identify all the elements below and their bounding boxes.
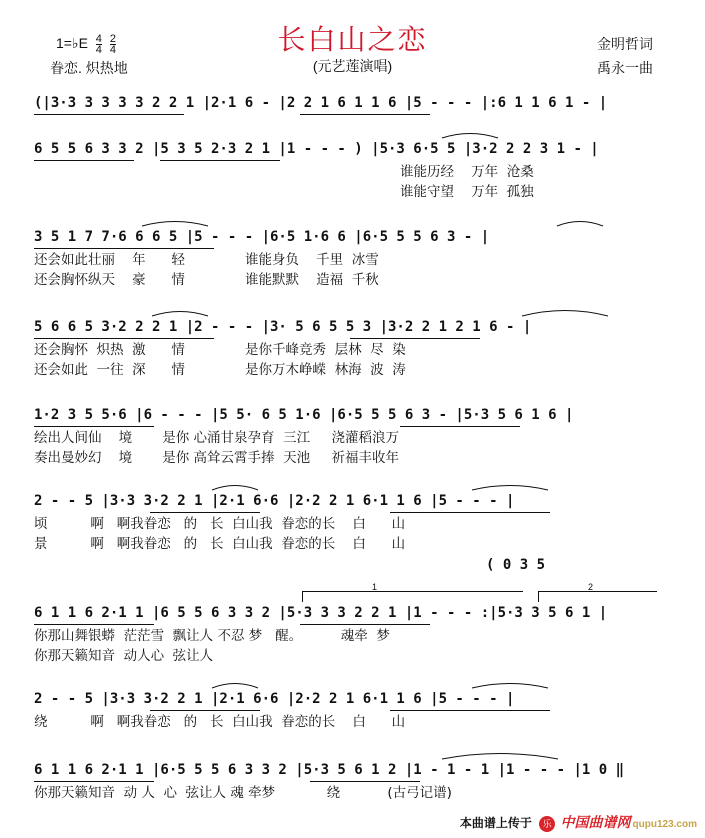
beam-underline — [34, 248, 214, 249]
lyrics-row-3-verse-2: 还会如此 一往 深 情 是你万木峥嵘 林海 波 涛 — [34, 362, 406, 378]
lyrics-row-2-verse-2: 还会胸怀纵天 豪 情 谁能默默 造福 千秋 — [34, 272, 379, 288]
lyrics-row-6-verse-1: 你那山舞银蟒 茫茫雪 飘让人 不忍 梦 醒。 魂牵 梦 — [34, 628, 390, 644]
slur-mark — [440, 129, 500, 139]
beam-underline — [300, 624, 430, 625]
lyrics-row-5-verse-1: 顷 啊 啊我眷恋 的 长 白山我 眷恋的长 白 山 — [34, 516, 406, 532]
slur-mark — [210, 679, 260, 689]
slur-mark — [440, 748, 560, 760]
notation-row-4: 5 6 6 5 3·2 2 2 1 |2 - - - |3· 5 6 5 5 3 |3·2 2 1 2 1 6 - | — [34, 319, 532, 335]
slur-mark — [520, 305, 610, 317]
volta-bracket-1 — [302, 591, 523, 602]
beam-underline — [150, 512, 260, 513]
tempo-mood: 眷恋. 炽热地 — [50, 60, 128, 76]
notation-row-3: 3 5 1 7 7·6 6 6 5 |5 - - - |6·5 1·6 6 |6·5 5 5 6 3 - | — [34, 229, 490, 245]
beam-underline — [34, 114, 184, 115]
lyricist-credit: 金明哲词 — [597, 36, 653, 52]
beam-underline — [34, 338, 214, 339]
composer-credit: 禹永一曲 — [597, 60, 653, 76]
site-logo-icon: 乐 — [539, 816, 555, 832]
site-footer — [460, 812, 697, 832]
beam-underline — [160, 160, 280, 161]
performer-credit: (元艺莲演唱) — [312, 58, 393, 74]
notation-row-7: 6 1 1 6 2·1 1 |6 5 5 6 3 3 2 |5·3 3 3 2 2 1 |1 - - - :|5·3 3 5 6 1 | — [34, 605, 608, 621]
notation-row-6: 2 - - 5 |3·3 3·2 2 1 |2·1 6·6 |2·2 2 1 6·1 1 6 |5 - - - | — [34, 493, 515, 509]
lyrics-row-4-verse-2: 奏出曼妙幻 境 是你 高耸云霄手捧 天池 祈福丰收年 — [34, 450, 400, 466]
key-signature: 1=♭E — [56, 35, 88, 52]
time-signature-a: $\frac{4}{4}$ — [95, 33, 102, 56]
beam-underline — [390, 710, 550, 711]
lyrics-row-4-verse-1: 绘出人间仙 境 是你 心涌甘泉孕育 三江 浇灌稻浪万 — [34, 430, 400, 446]
lyrics-row-7-verse-1: 绕 啊 啊我眷恋 的 长 白山我 眷恋的长 白 山 — [34, 714, 406, 730]
notation-row-9: 6 1 1 6 2·1 1 |6·5 5 5 6 3 3 2 |5·3 5 6 1 2 |1 - 1 - 1 |1 - - - |1 0 ‖ — [34, 762, 625, 778]
beam-underline — [310, 781, 420, 782]
lyrics-row-8-verse-1: 你那天籁知音 动 人 心 弦让人 魂 牵梦 绕 (古弓记谱) — [34, 785, 452, 801]
notation-row-2: 6 5 5 6 3 3 2 |5 3 5 2·3 2 1 |1 - - - ) |5·3 6·5 5 |3·2 2 2 3 1 - | — [34, 141, 599, 157]
notation-row-1: (|3·3 3 3 3 3 2 2 1 |2·1 6 - |2 2 1 6 1 1 6 |5 - - - |:6 1 1 6 1 - | — [34, 95, 608, 111]
lyrics-row-1-verse-1: 谁能历经 万年 沧桑 — [400, 164, 534, 180]
key-and-meter — [56, 34, 116, 55]
upload-note: 本曲谱上传于 — [459, 816, 532, 830]
slur-mark — [140, 217, 210, 227]
beam-underline — [150, 710, 260, 711]
slur-mark — [150, 307, 210, 317]
lyrics-row-2-verse-1: 还会如此壮丽 年 轻 谁能身负 千里 冰雪 — [34, 252, 379, 268]
beam-underline — [390, 512, 550, 513]
slur-mark — [555, 217, 605, 227]
beam-underline — [300, 114, 430, 115]
lyrics-row-6-verse-2: 你那天籁知音 动人心 弦让人 — [34, 648, 214, 664]
slur-mark — [470, 481, 550, 491]
volta-bracket-2 — [538, 591, 657, 602]
beam-underline — [34, 624, 154, 625]
lyrics-row-1-verse-2: 谁能守望 万年 孤独 — [400, 184, 534, 200]
beam-underline — [34, 781, 154, 782]
notation-row-5: 1·2 3 5 5·6 |6 - - - |5 5· 6 5 1·6 |6·5 5 5 6 3 - |5·3 5 6 1 6 | — [34, 407, 574, 423]
notation-row-8: 2 - - 5 |3·3 3·2 2 1 |2·1 6·6 |2·2 2 1 6·1 1 6 |5 - - - | — [34, 691, 515, 707]
site-name-link[interactable]: 中国曲谱网 qupu123.com — [560, 814, 697, 830]
beam-underline — [400, 426, 520, 427]
time-signature-b: $\frac{2}{4}$ — [109, 33, 116, 56]
beam-underline — [34, 160, 134, 161]
volta-number-2: 2 — [588, 582, 594, 592]
song-title: 长白山之恋 — [277, 23, 428, 56]
beam-underline — [34, 426, 154, 427]
lyrics-row-3-verse-1: 还会胸怀 炽热 激 情 是你千峰竞秀 层林 尽 染 — [34, 342, 406, 358]
beam-underline — [350, 338, 480, 339]
slur-mark — [210, 481, 260, 491]
lyrics-row-5-verse-2: 景 啊 啊我眷恋 的 长 白山我 眷恋的长 白 山 — [34, 536, 406, 552]
pickup-notes: ( 0 3 5 — [486, 557, 546, 573]
slur-mark — [470, 679, 550, 689]
volta-number-1: 1 — [372, 582, 378, 592]
